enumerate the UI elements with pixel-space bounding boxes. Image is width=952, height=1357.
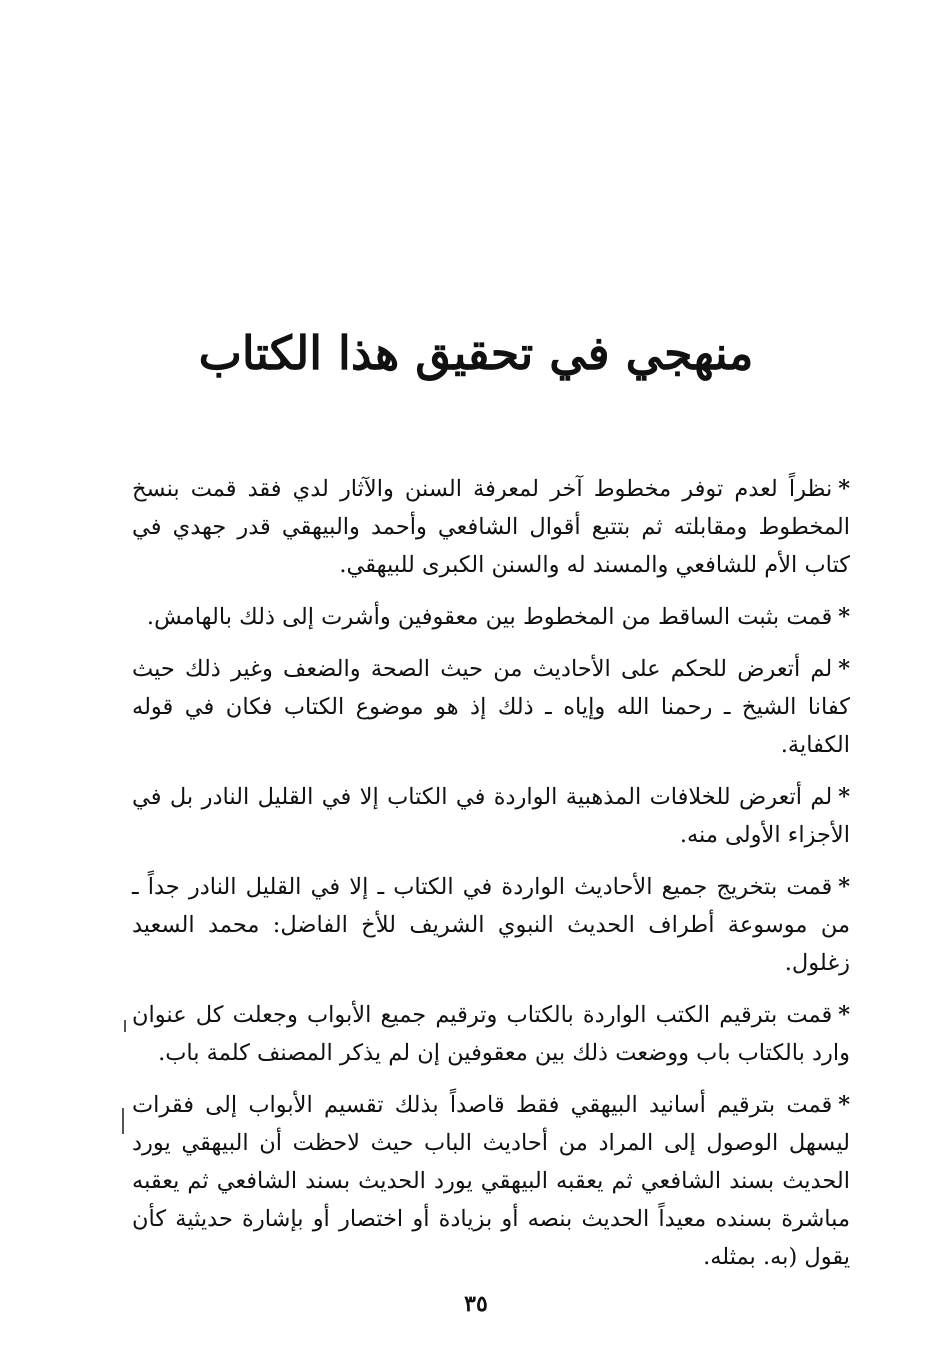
bullet-star: * xyxy=(838,1002,850,1028)
bullet-star: * xyxy=(838,604,850,630)
paragraph-1 xyxy=(132,470,850,584)
page-title: منهجي في تحقيق هذا الكتاب xyxy=(198,326,754,380)
paragraph-4 xyxy=(132,778,850,854)
bullet-star: * xyxy=(838,476,850,502)
paragraph-text: قمت بترقيم الكتب الواردة بالكتاب وترقيم جميع الأبواب وجعلت كل عنوان وارد بالكتاب باب ووضعت ذلك بين معقوفين إن لم يذكر المصنف كلمة باب. xyxy=(132,1002,850,1066)
paragraph-3 xyxy=(132,650,850,764)
paragraph-6 xyxy=(132,996,850,1072)
bullet-star: * xyxy=(838,784,850,810)
paragraph-text: قمت بثبت الساقط من المخطوط بين معقوفين وأشرت إلى ذلك بالهامش. xyxy=(146,604,833,630)
scan-edge-mark xyxy=(124,1020,126,1032)
bullet-star: * xyxy=(838,656,850,682)
scan-edge-mark xyxy=(122,1108,124,1134)
page-number: ٣٥ xyxy=(464,1291,488,1317)
body-text xyxy=(132,470,850,1290)
paragraph-7 xyxy=(132,1086,850,1276)
paragraph-text: قمت بتخريج جميع الأحاديث الواردة في الكتاب ـ إلا في القليل النادر جداً ـ من موسوعة أطراف الحديث النبوي الشريف للأخ الفاضل: محمد السعيد زغلول. xyxy=(132,874,850,976)
paragraph-text: نظراً لعدم توفر مخطوط آخر لمعرفة السنن والآثار لدي فقد قمت بنسخ المخطوط ومقابلته ثم بتتبع أقوال الشافعي وأحمد والبيهقي قدر جهدي في كتاب الأم للشافعي والمسند له والسنن الكبرى للبيهقي. xyxy=(132,476,850,578)
paragraph-text: لم أتعرض للحكم على الأحاديث من حيث الصحة والضعف وغير ذلك حيث كفانا الشيخ ـ رحمنا الله وإياه ـ ذلك إذ هو موضوع الكتاب فكان في قوله الكفاية. xyxy=(132,656,850,758)
paragraph-text: قمت بترقيم أسانيد البيهقي فقط قاصداً بذلك تقسيم الأبواب إلى فقرات ليسهل الوصول إلى المراد من أحاديث الباب حيث لاحظت أن البيهقي يورد الحديث بسند الشافعي ثم يعقبه البيهقي يورد الحديث بسند الشافعي ثم يعقبه مباشرة بسنده معيداً الحديث بنصه أو بزيادة أو اختصار أو بإشارة حديثية كأن يقول (به. بمثله. xyxy=(132,1092,850,1270)
paragraph-5 xyxy=(132,868,850,982)
paragraph-2 xyxy=(132,598,850,636)
paragraph-text: لم أتعرض للخلافات المذهبية الواردة في الكتاب إلا في القليل النادر بل في الأجزاء الأولى منه. xyxy=(132,784,850,848)
bullet-star: * xyxy=(838,874,850,900)
bullet-star: * xyxy=(838,1092,850,1118)
